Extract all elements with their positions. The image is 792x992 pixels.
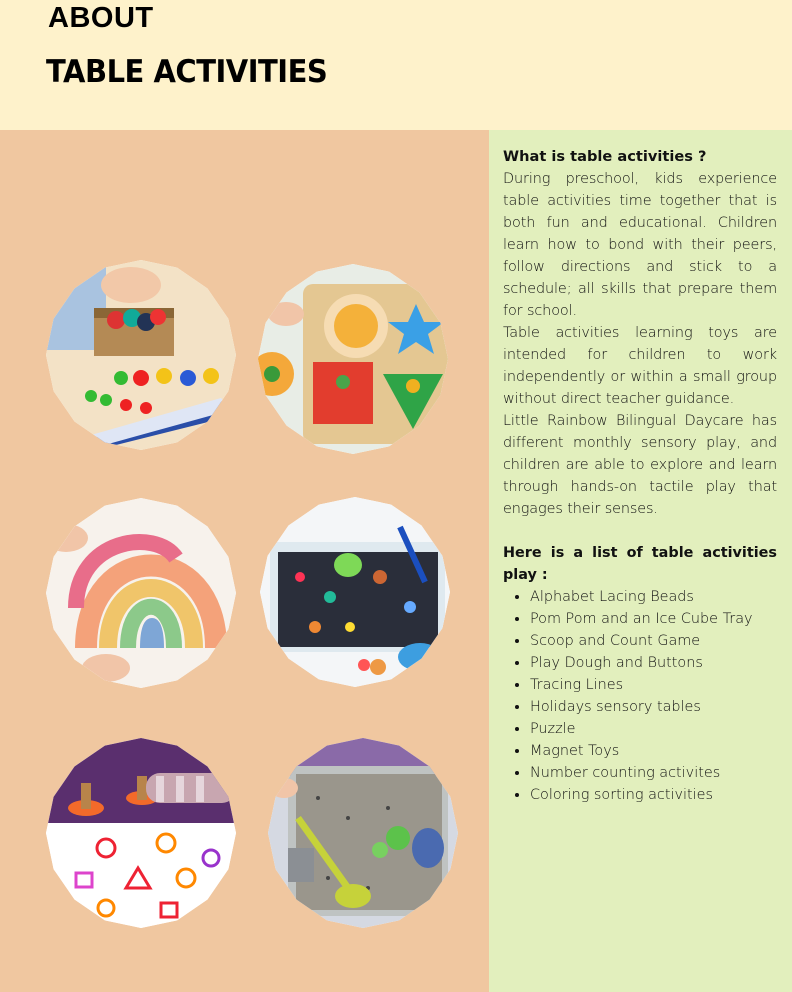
shape-puzzle-photo [258,264,448,454]
about-text [503,146,777,806]
list-item: • Tracing Lines [530,674,777,696]
play-dough-rainbow-photo [46,498,236,688]
learning-toys-paragraph: Table activities learning toys are intended for children to work independently or within a small group without direct teacher guidance. [503,325,777,407]
list-item: • Play Dough and Buttons [530,652,777,674]
list-item: • Puzzle [530,718,777,740]
list-item: • Number counting activites [530,762,777,784]
list-item: • Scoop and Count Game [530,630,777,652]
intro-paragraph: During preschool, kids experience table activities time together that is both fun and educational. Children learn how to bond with their peers, follow directions and stick to a schedule; all skills that prepare them for school. [503,171,777,319]
list-heading: Here is a list of table activities play : [503,545,777,583]
list-item: • Coloring sorting activities [530,784,777,806]
sensory-play-paragraph: Little Rainbow Bilingual Daycare has different monthly sensory play, and children are able to explore and learn through hands-on tactile play that engages their senses. [503,413,777,517]
stamp-painting-photo [46,738,236,928]
activities-list [503,586,777,806]
list-item: • Magnet Toys [530,740,777,762]
space-sensory-bin-photo [260,497,450,687]
list-item: • Holidays sensory tables [530,696,777,718]
list-item: • Pom Pom and an Ice Cube Tray [530,608,777,630]
counting-basket-photo [46,260,236,450]
list-item: • Alphabet Lacing Beads [530,586,777,608]
page-subtitle: TABLE ACTIVITIES [46,52,328,90]
question-heading: What is table activities ? [503,148,707,165]
rice-scoop-bin-photo [268,738,458,928]
header [0,0,792,130]
page-title: ABOUT [48,2,154,34]
